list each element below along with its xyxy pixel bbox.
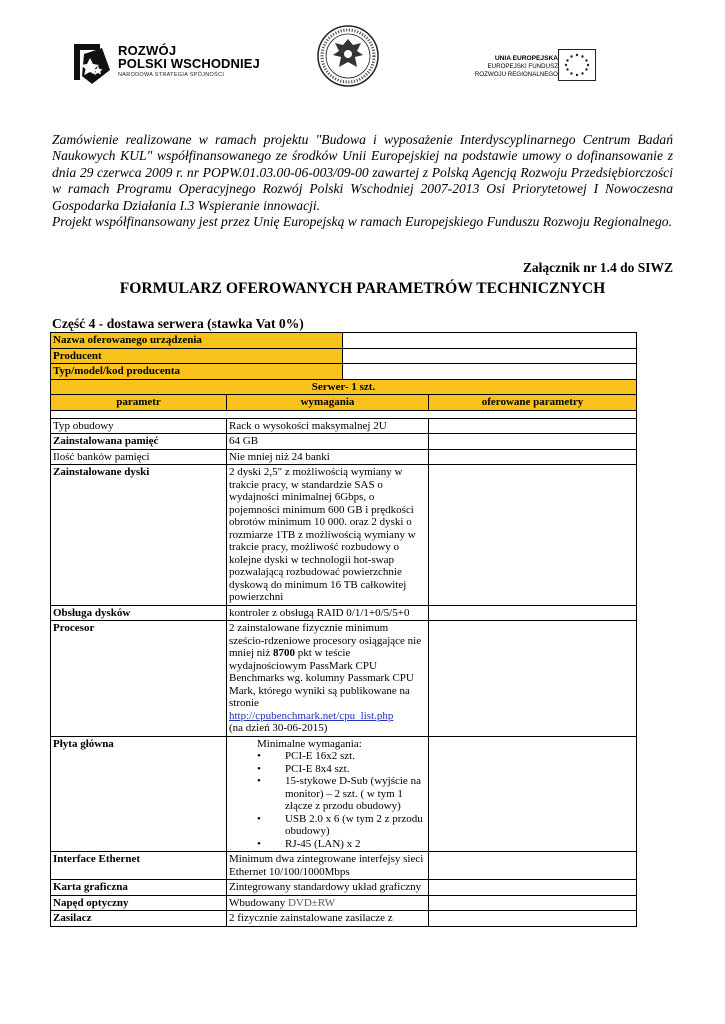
table-row	[51, 348, 637, 364]
eu-line2: EUROPEJSKI FUNDUSZ	[487, 63, 558, 70]
section-title: Serwer- 1 szt.	[51, 379, 637, 395]
section-row	[51, 379, 637, 395]
list-item: • PCI-E 16x2 szt.	[229, 750, 426, 763]
req-text-c: (na dzień 30-06-2015)	[229, 722, 328, 734]
req-text-b: pkt w teście wydajnościowym PassMark CPU Benchmarks wg. kolumny Passmark CPU Mark, którego wyniki są publikowane na stronie	[229, 647, 414, 709]
column-header-req: wymagania	[227, 395, 429, 411]
device-name-label: Nazwa oferowanego urządzenia	[51, 333, 343, 349]
eu-line3: ROZWOJU REGIONALNEGO	[474, 71, 558, 78]
req-cell: 2 fizycznie zainstalowane zasilacze z	[227, 911, 429, 927]
param-cell: Typ obudowy	[51, 418, 227, 434]
list-item: • PCI-E 8x4 szt.	[229, 763, 426, 776]
table-row	[51, 621, 637, 737]
offer-cell[interactable]	[429, 605, 637, 621]
offer-cell[interactable]	[429, 449, 637, 465]
logo-rozwoj-polski-wschodniej	[70, 40, 260, 88]
req-cell: Zintegrowany standardowy układ graficzny	[227, 880, 429, 896]
eu-flag-logo	[558, 49, 596, 81]
param-cell: Zasilacz	[51, 911, 227, 927]
offer-cell[interactable]	[429, 895, 637, 911]
intro-paragraph-2: Projekt współfinansowany jest przez Unię Europejską w ramach Europejskiego Funduszu Rozwoju Regionalnego.	[52, 214, 672, 230]
rpw-line2: POLSKI WSCHODNIEJ	[118, 56, 260, 71]
table-row	[51, 449, 637, 465]
req-cell: 64 GB	[227, 434, 429, 450]
rpw-text-block	[118, 44, 260, 80]
param-cell: Zainstalowane dyski	[51, 465, 227, 606]
cpubenchmark-link[interactable]: http://cpubenchmark.net/cpu_list.php	[229, 709, 394, 722]
model-value[interactable]	[343, 364, 637, 380]
req-cell: 2 dyski 2,5" z możliwością wymiany w trakcie pracy, w standardzie SAS o wydajności minimalnej 6Gbps, o pojemności minimum 600 GB i prędkości obrotów minimum 10 000. oraz 2 dyski o rozmiarze 1TB z możliwością wymiany w trakcie pracy, możliwość rozbudowy o kolejne dyski w technologii hot-swap pozwalającą rozbudować powierzchnie dyskową do minimum 16 TB całkowitej powierzchni	[227, 465, 429, 606]
table-row	[51, 418, 637, 434]
offer-cell[interactable]	[429, 911, 637, 927]
table-row	[51, 434, 637, 450]
intro-paragraph-1: Zamówienie realizowane w ramach projektu "Budowa i wyposażenie Interdyscyplinarnego Centrum Badań Naukowych KUL" współfinansowanego ze środków Unii Europejskiej na podstawie umowy o dofinansowanie z dnia 29 czerwca 2009 r. nr POPW.01.03.00-06-003/09-00 zawartej z Polską Agencją Rozwoju Przedsiębiorczości w ramach Programu Operacyjnego Rozwój Polski Wschodniej 2007-2013 Osi Priorytetowej I Nowoczesna Gospodarka Działania I.3 Wspieranie innowacji.	[52, 132, 673, 213]
table-row	[51, 333, 637, 349]
param-cell: Karta graficzna	[51, 880, 227, 896]
req-cell: Rack o wysokości maksymalnej 2U	[227, 418, 429, 434]
table-row	[51, 736, 637, 852]
param-cell: Zainstalowana pamięć	[51, 434, 227, 450]
param-cell: Napęd optyczny	[51, 895, 227, 911]
producer-value[interactable]	[343, 348, 637, 364]
req-text-a: 2 zainstalowane fizycznie minimum sześcio-rdzeniowe procesory osiągające nie mniej niż	[229, 622, 422, 659]
req-cell: Nie mniej niż 24 banki	[227, 449, 429, 465]
offer-cell[interactable]	[429, 736, 637, 852]
table-row	[51, 852, 637, 880]
spacer-row	[51, 410, 637, 418]
device-name-value[interactable]	[343, 333, 637, 349]
offer-cell[interactable]	[429, 852, 637, 880]
req-intro: Minimalne wymagania:	[257, 737, 362, 750]
param-cell: Ilość banków pamięci	[51, 449, 227, 465]
eu-text-block	[462, 55, 558, 79]
req-cell	[227, 895, 429, 911]
kul-seal-logo	[317, 25, 379, 87]
offer-cell[interactable]	[429, 880, 637, 896]
attachment-label: Załącznik nr 1.4 do SIWZ	[522, 260, 673, 275]
list-item: • 15-stykowe D-Sub (wyjście na monitor) – 2 szt. ( w tym 1 złącze z przodu obudowy)	[229, 775, 426, 813]
req-bold-score: 8700	[273, 647, 295, 659]
column-header-row	[51, 395, 637, 411]
model-label: Typ/model/kod producenta	[51, 364, 343, 380]
offer-cell[interactable]	[429, 434, 637, 450]
req-text-b: DVD±RW	[287, 896, 335, 909]
rpw-emblem-icon	[70, 40, 114, 86]
offer-cell[interactable]	[429, 621, 637, 737]
table-row	[51, 605, 637, 621]
param-cell: Obsługa dysków	[51, 605, 227, 621]
motherboard-requirements-list	[229, 750, 426, 850]
university-seal-icon	[317, 25, 379, 87]
table-row	[51, 895, 637, 911]
table-row	[51, 880, 637, 896]
page-title: FORMULARZ OFEROWANYCH PARAMETRÓW TECHNICZNYCH	[119, 280, 606, 297]
param-cell: Procesor	[51, 621, 227, 737]
producer-label: Producent	[51, 348, 343, 364]
eu-line1: UNIA EUROPEJSKA	[494, 55, 558, 62]
table-row	[51, 364, 637, 380]
part-heading: Część 4 - dostawa serwera (stawka Vat 0%)	[52, 316, 304, 331]
intro-text	[52, 132, 673, 230]
list-item: • USB 2.0 x 6 (w tym 2 z przodu obudowy)	[229, 813, 426, 838]
eu-flag-icon	[558, 49, 596, 81]
rpw-line1: ROZWÓJ	[118, 43, 177, 58]
param-cell: Interface Ethernet	[51, 852, 227, 880]
param-cell: Płyta główna	[51, 736, 227, 852]
list-item: • RJ-45 (LAN) x 2	[229, 838, 426, 851]
rpw-line3: NARODOWA STRATEGIA SPÓJNOŚCI	[118, 72, 225, 78]
req-text-a: Wbudowany	[229, 896, 286, 909]
req-cell: kontroler z obsługą RAID 0/1/1+0/5/5+0	[227, 605, 429, 621]
table-row	[51, 465, 637, 606]
parameters-table	[50, 332, 637, 927]
offer-cell[interactable]	[429, 418, 637, 434]
req-cell: Minimum dwa zintegrowane interfejsy sieci Ethernet 10/100/1000Mbps	[227, 852, 429, 880]
offer-cell[interactable]	[429, 465, 637, 606]
column-header-offer: oferowane parametry	[429, 395, 637, 411]
req-cell	[227, 621, 429, 737]
column-header-param: parametr	[51, 395, 227, 411]
req-cell	[227, 736, 429, 852]
table-row	[51, 911, 637, 927]
